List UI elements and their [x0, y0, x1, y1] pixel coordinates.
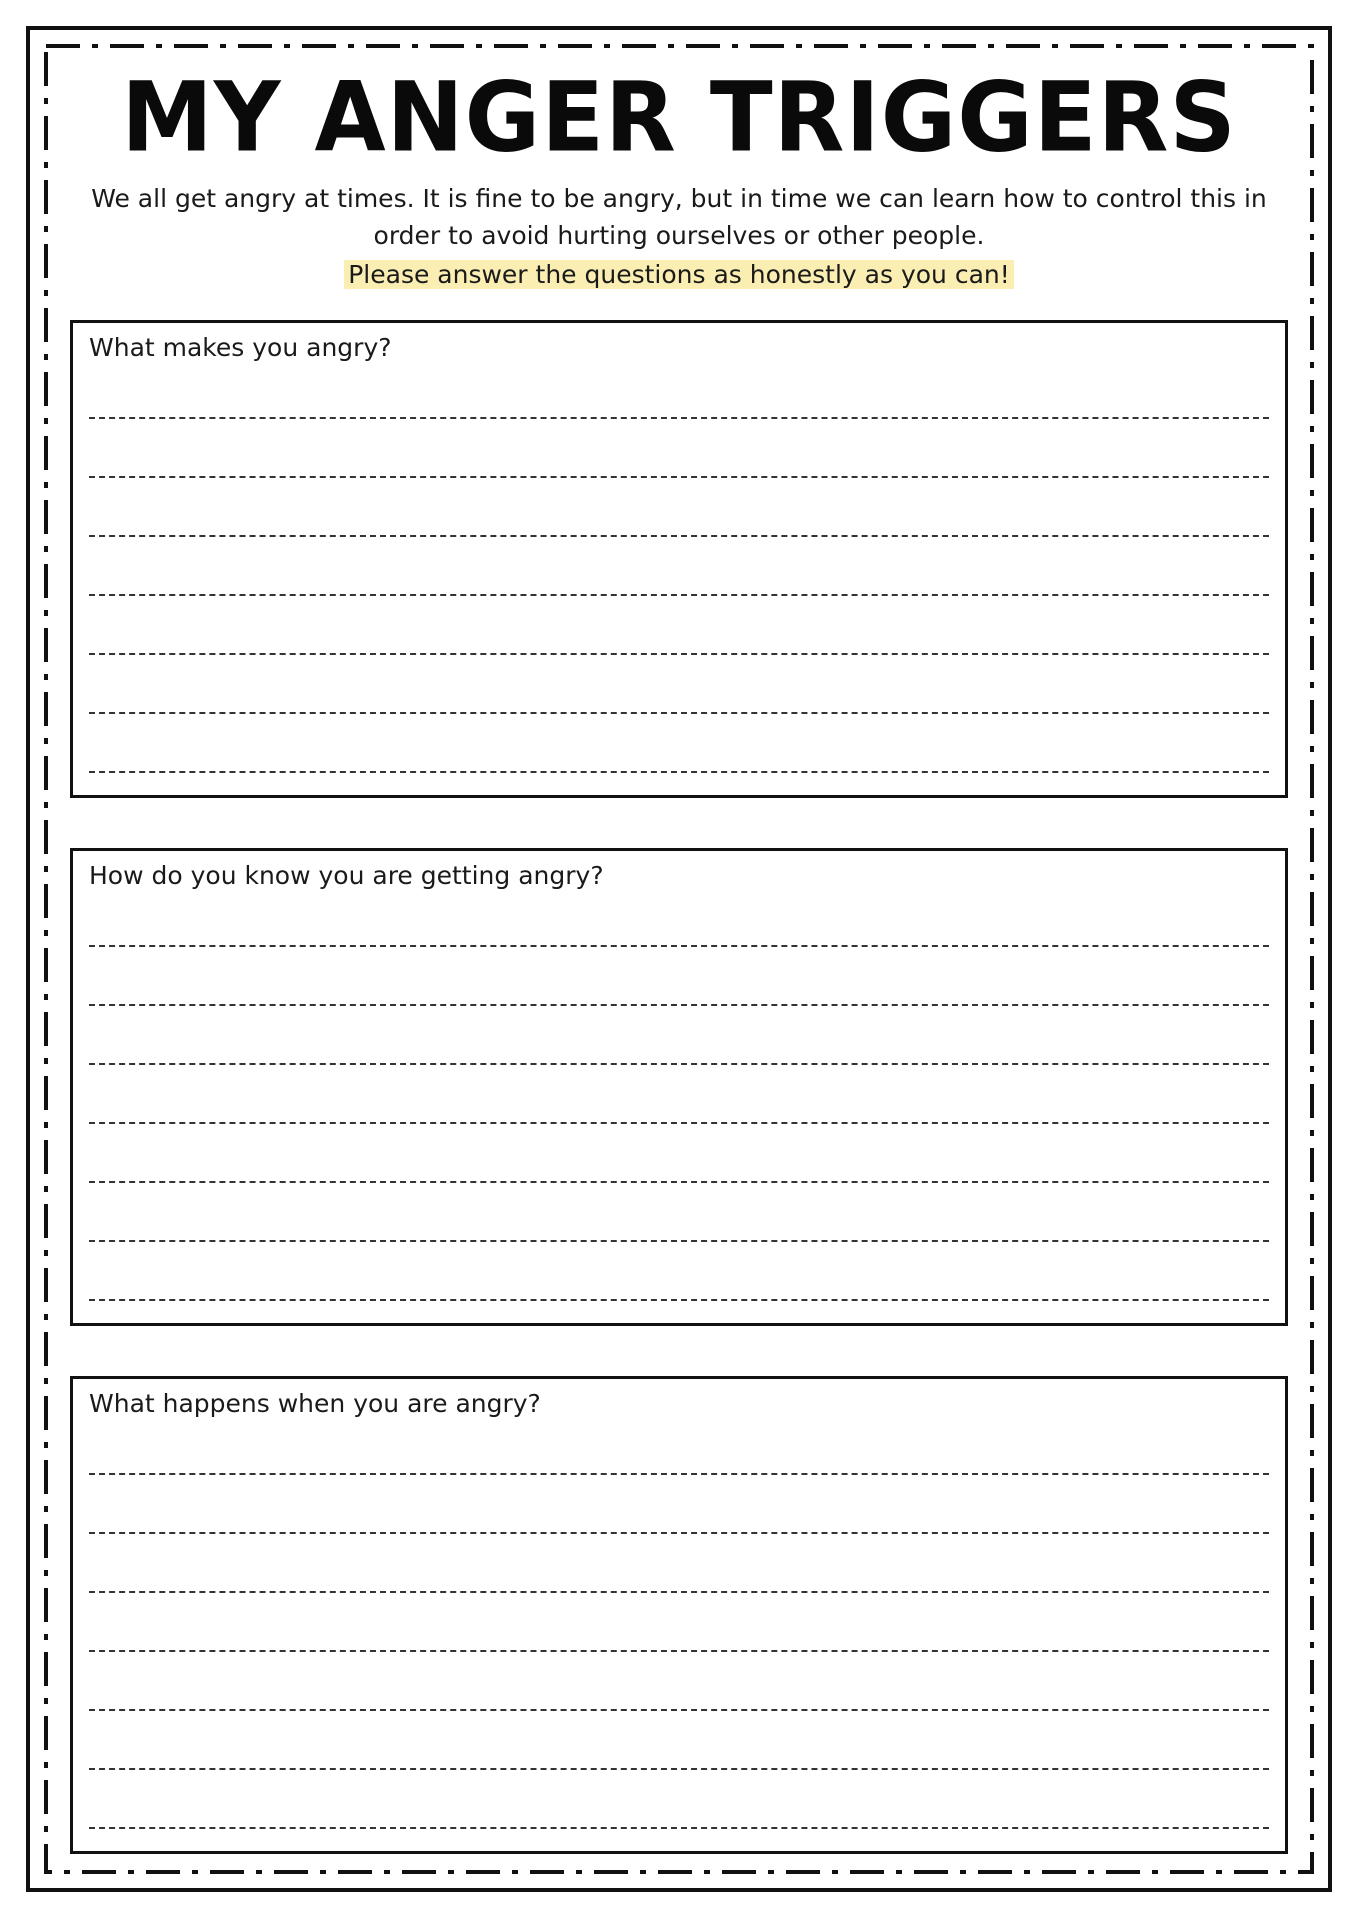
instruction-row: [0, 256, 1358, 293]
question-box-1: [70, 320, 1288, 798]
instruction-highlight: Please answer the questions as honestly as you can!: [344, 260, 1014, 289]
answer-line[interactable]: [89, 1532, 1269, 1534]
question-box-3: [70, 1376, 1288, 1854]
answer-line[interactable]: [89, 476, 1269, 478]
answer-line[interactable]: [89, 1122, 1269, 1124]
question-label: How do you know you are getting angry?: [89, 861, 604, 890]
answer-line[interactable]: [89, 1650, 1269, 1652]
answer-line[interactable]: [89, 594, 1269, 596]
answer-line[interactable]: [89, 1181, 1269, 1183]
intro-text: We all get angry at times. It is fine to be angry, but in time we can learn how to control this in order to avoid hurting ourselves or other people.: [91, 184, 1267, 250]
answer-line[interactable]: [89, 945, 1269, 947]
answer-line[interactable]: [89, 1299, 1269, 1301]
answer-line[interactable]: [89, 1473, 1269, 1475]
answer-line[interactable]: [89, 1240, 1269, 1242]
answer-line[interactable]: [89, 653, 1269, 655]
answer-line[interactable]: [89, 712, 1269, 714]
answer-line[interactable]: [89, 1768, 1269, 1770]
answer-line[interactable]: [89, 1004, 1269, 1006]
answer-line[interactable]: [89, 1827, 1269, 1829]
answer-line[interactable]: [89, 1063, 1269, 1065]
answer-line[interactable]: [89, 417, 1269, 419]
question-label: What makes you angry?: [89, 333, 392, 362]
answer-line[interactable]: [89, 535, 1269, 537]
answer-line[interactable]: [89, 1709, 1269, 1711]
answer-line[interactable]: [89, 1591, 1269, 1593]
answer-line[interactable]: [89, 771, 1269, 773]
question-box-2: [70, 848, 1288, 1326]
question-label: What happens when you are angry?: [89, 1389, 541, 1418]
page-title: MY ANGER TRIGGERS: [121, 61, 1237, 174]
